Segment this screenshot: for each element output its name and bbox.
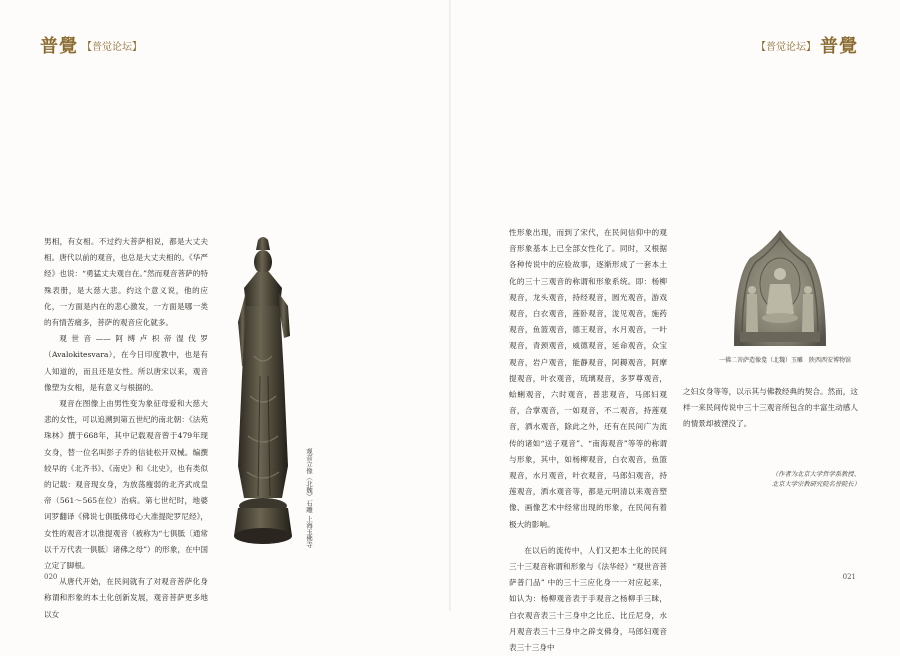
paragraph: 在以后的流传中，人们又把本土化的民间三十三观音称谓和形象与《法华经》“观世音菩萨普门品” 中的三十三应化身一一对应起来，如认为：杨柳观音表于手观音之杨柳手三昧，白衣观音表三十三身中之比丘、比丘尼身，水月观音表三十三身中之辟支佛身，马郎妇观音表三十三身中	[509, 545, 667, 653]
guanyin-statue-image	[230, 236, 296, 550]
middle-text-column	[509, 225, 667, 653]
author-note-line: 北京大学宗教研究院名誉院长）	[771, 481, 860, 488]
logo: 普覺	[40, 36, 78, 57]
header-left	[40, 32, 142, 58]
author-note	[730, 470, 860, 490]
page-number-left: 020	[44, 573, 58, 581]
column-tag: 【普觉论坛】	[82, 41, 142, 53]
right-text-column	[683, 384, 858, 433]
paragraph: 从唐代开始，在民间就有了对观音菩萨化身称谓和形象的本土化创新发展，观音菩萨更多地以女	[44, 577, 208, 619]
logo: 普覺	[820, 36, 858, 57]
header-right	[756, 32, 858, 58]
paragraph: 性形象出现，而到了宋代，在民间信仰中的观音形象基本上已全部女性化了。同时，又根据各种传说中的应验故事，逐渐形成了一套本土化的三十三观音的称谓和形象系统。即：杨柳观音，龙头观音，持经观音，圆光观音，游戏观音，白衣观音，莲卧观音，泷见观音，施药观音，鱼篮观音，德王观音，水月观音，一叶观音，青颈观音，威德观音，延命观音，众宝观音，岩户观音，能静观音，阿耨观音，阿摩提观音，叶衣观音，琉璃观音，多罗尊观音，蛤蜊观音，六时观音，普悲观音，马郎妇观音，合掌观音，一如观音，不二观音，持莲观音，洒水观音，除此之外，还有在民间广为流传的诸如“送子观音”、“南海观音”等等的称谓与形象，其中，如杨柳观音，白衣观音，鱼篮观音，水月观音，叶衣观音，马郎妇观音，持莲观音，洒水观音等，都是元明清以来观音塑像、画像艺术中经常出现的形象，在民间有着极大的影响。	[509, 228, 667, 529]
statue-caption: 观音立像（北魏）石雕 上海玉佛寺	[305, 448, 313, 548]
paragraph: 之妇女身等等，以示其与佛教经典的契合。然而，这样一来民间传说中三十三观音所包含的丰富生动感人的情景却被湮没了。	[683, 387, 858, 429]
paragraph: 观世音——阿缚卢枳帝湿伐罗（Avalokitesvara），在今日印度教中，也是有人知道的，而且还是女性。所以唐宋以来，观音像塑为女相，是有意义与根据的。	[44, 334, 208, 392]
page-number-right: 021	[842, 573, 856, 581]
author-note-line: （作者为北京大学哲学系教授、	[771, 471, 860, 478]
stele-caption: 一佛二菩萨造像龛（北魏）玉雕 陕西西安博物馆	[718, 357, 851, 364]
column-tag: 【普觉论坛】	[756, 41, 816, 53]
paragraph: 男相，有女相。不过约大菩萨相说，都是大丈夫相。唐代以前的观音，也总是大丈夫相的。《华严经》也说：“勇猛丈夫观自在。”然而观音菩萨的特殊表册，是大慈大悲。约这个意义说，他的应化，一方面是内在的悲心激发，一方面是哪一类的有情苦痛多，菩萨的观音应化就多。	[44, 237, 208, 328]
paragraph: 观音在图像上由男性变为象征母爱和大慈大悲的女性，可以追溯到第五世纪的南北朝：《法苑珠林》撰于668年，其中记载观音曾于479年现女身，替一位名叫彭子乔的信徒松开双械。编撰较早的《北齐书》、《南史》和《北史》，也有类似的记载：观音现女身，为放荡瘦弱的北齐武成皇帝（561～565在位）治病。第七世纪时，地婆诃罗翻译《佛说七俱胝佛母心大准提陀罗尼经》，女性的观音才以准提观音（被称为“七俱胝〔通常以千万代表一俱胝〕诸佛之母”）的形象，在中国立定了脚根。	[44, 399, 208, 571]
buddha-stele-image	[730, 228, 830, 348]
page-gutter	[449, 0, 451, 611]
